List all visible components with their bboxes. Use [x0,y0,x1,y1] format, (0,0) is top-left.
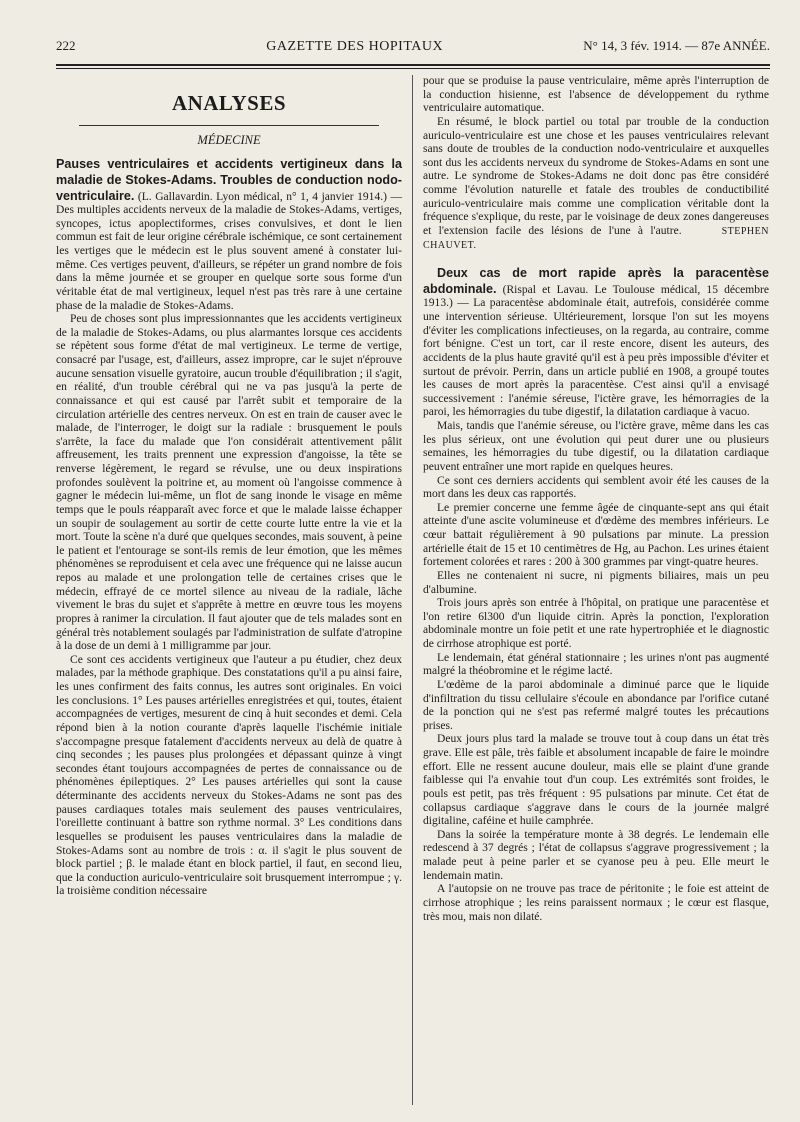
article2-paragraph-8: L'œdème de la paroi abdominale a diminué parce que le liquide d'infiltration du tissu cellulaire s'écoule en abondance par l'orifice cutané de la ponction qui ne s'est pas refermé malgré toutes les précautions prises. [423,678,769,732]
article1-continued: pour que se produise la pause ventriculaire, même après l'interruption de la conduction hisienne, est l'absence de développement du rythme ventriculaire automatique. [423,75,769,115]
article2-paragraph-5: Elles ne contenaient ni sucre, ni pigments biliaires, mais un peu d'albumine. [423,569,769,596]
article2-paragraph-10: Dans la soirée la température monte à 38 degrés. Le lendemain elle redescend à 37 degrés ; l'état de collapsus s'aggrave progressivement ; la malade peut à peine parler et se cyanose peu à peu. Elle meurt le lendemain matin. [423,828,769,882]
article1-summary [423,116,769,252]
running-header [56,38,770,60]
article2-paragraph-6: Trois jours après son entrée à l'hôpital, on pratique une paracentèse et l'on retire 6l300 d'un liquide citrin. Après la ponction, l'exploration abdominale montre un foie petit et une rate hypertrophiée et le diagnostic de cirrhose atrophique est porté. [423,597,769,650]
left-column [56,75,412,1105]
subsection-heading-medecine: MÉDECINE [197,132,261,147]
article2-text: (Rispal et Lavau. Le Toulouse médical, 15 décembre 1913.) — La paracentèse abdominale était, autrefois, considérée comme une intervention sérieuse. Ultérieurement, lorsque l'on sut les moyens d'éviter les complications infectieuses, on la regarda, au contraire, comme fort bénigne. C'est un tort, car il reste encore, disent les auteurs, des accidents de la plus haute gravité qu'il est à peu près impossible d'éviter et surtout de prévoir. Perrin, dans un article publié en 1908, a groupé toutes les causes de mort après la paracentèse. C'est ainsi qu'il a envisagé successivement : l'anémie séreuse, l'ictère grave, les hémorragies de la paroi, les hémorragies du tube digestif, la dilatation cardiaque à vacuo. [423,283,769,419]
header-rule [56,64,770,69]
journal-title: GAZETTE DES HOPITAUX [266,39,444,54]
article1-summary-text: En résumé, le block partiel ou total par trouble de la conduction auriculo-ventriculaire est une chose et les pauses ventriculaires relevant sans doute de troubles de la conduction nodo-ventriculaire et auxquelles sont dus les accidents nerveux du syndrome de Stokes-Adams en sont une autre. Le syndrome de Stokes-Adams ne doit donc pas être considéré comme l'évolution naturelle et fatale des troubles de conductibilité auriculo-ventriculaire mais comme une complication véritable dont la fréquence s'explique, du reste, par le voisinage de deux zones dangereuses et l'extension facile des lésions de l'une à l'autre. [423,115,769,237]
section-heading-analyses: ANALYSES [171,91,287,115]
article1-paragraph-2: Peu de choses sont plus impressionnantes que les accidents vertigineux de la maladie de Stokes-Adams, ou plus alarmantes lorsque ces accidents se répètent sous forme d'état de mal vertigineux. Le terme de vertige, consacré par l'usage, est, d'ailleurs, assez impropre, car le sujet n'éprouve aucune sensation visuelle gyratoire, aucun trouble d'équilibration ; il s'agit, en réalité, d'un trouble cérébral qui ne va pas jusqu'à la perte de connaissance et qui est causé par l'arrêt subit et temporaire de la circulation artérielle des centres nerveux. On est en train de causer avec le malade, de l'interroger, le doigt sur la radiale : brusquement le pouls s'arrête, la face du malade que l'on considérait attentivement pâlit affreusement, les traits prennent une expression d'angoisse, la tête se renverse légèrement, le regard se révulse, une ou deux inspirations profondes soulèvent la poitrine et, au moment où l'angoisse commence à gagner le médecin lui-même, un flot de sang inonde le visage en même temps que le pouls réapparaît avec force et que le malade laisse échapper un soupir de soulagement au sortir de cette courte lutte entre la vie et la mort. Toute la scène n'a duré que quelques secondes, mais souvent, à peine le patient et l'entourage se sont-ils remis de leur émotion, que les mêmes phénomènes se reproduisent et cela avec une fréquence qui ne laisse aucun repos au malade et une prolongation telle de certaines crises que le médecin, effrayé de ce mortel silence au niveau de la radiale, lâche vivement le bras du sujet et s'apprête à mettre en œuvre tous les moyens propres à ranimer la circulation. Il faut ajouter que de tels malades sont en général très notablement soulagés par l'administration de sulfate d'atropine à la dose de un demi à 1 milligramme par jour. [56,313,402,653]
divider [79,125,379,126]
article2-title: Deux cas de mort rapide après la paracentèse abdominale. [423,266,769,296]
article1-signature: STEPHEN CHAUVET. [423,225,769,251]
article1-text: (L. Gallavardin. Lyon médical, n° 1, 4 janvier 1914.) — Des multiples accidents nerveux de la maladie de Stokes-Adams, vertiges, syncopes, ictus apoplectiformes, crises convulsives, et dont le lien commun est fait de leur origine cérébrale ischémique, ce sont certainement les vertiges que le médecin est le plus souvent amené à constater lui-même. Ces vertiges peuvent, d'ailleurs, se répéter un grand nombre de fois dans la même journée et se grouper en quelque sorte sous forme d'un véritable état de mal vertigineux, lequel n'est pas très rare à une certaine phase de la maladie de Stokes-Adams. [56,190,402,312]
article1-title: Pauses ventriculaires et accidents vertigineux dans la maladie de Stokes-Adams. Troubles de conduction nodo-ventriculaire. [56,157,402,203]
page [56,38,770,1108]
article1-paragraph-3: Ce sont ces accidents vertigineux que l'auteur a pu étudier, chez deux malades, par la méthode graphique. Des constatations qu'il a pu ainsi faire, les unes confirment des faits connus, les autres sont originales. En voici les conclusions. 1° Les pauses artérielles enregistrées et qui, toutes, étaient accompagnées de vertiges, mesurent de cinq à huit secondes et demi. Cela répond bien à la notion courante d'après laquelle l'ischémie initiale s'accompagne presque fatalement d'accidents nerveux au delà de quatre à cinq secondes ; les pauses plus prolongées et dépassant quinze à vingt secondes étant toujours accompagnées de pertes de connaissance ou de phénomènes épileptiques. 2° Les pauses artérielles qui sont la cause déterminante des accidents nerveux du Stokes-Adams ne sont pas des pauses cardiaques totales mais seulement des pauses ventriculaires, l'oreillette continuant à battre son rythme normal. 3° Les conditions dans lesquelles se produisent les pauses ventriculaires dans la maladie de Stokes-Adams sont au nombre de trois : α. il s'agit le plus souvent de block partiel ; β. le malade étant en block partiel, il faut, en second lieu, que la conduction auriculo-ventriculaire soit brusquement interrompue ; γ. la troisième condition nécessaire [56,653,402,898]
article2-paragraph-4: Le premier concerne une femme âgée de cinquante-sept ans qui était atteinte d'une ascite volumineuse et d'œdème des membres inférieurs. Le cœur battait régulièrement à 90 pulsations par minute. La pression artérielle était de 15 et 10 centimètres de Hg, au Pachon. Les urines étaient fortement colorées et rares : 200 à 300 grammes par vingt-quatre heures. [423,501,769,569]
article2-paragraph-7: Le lendemain, état général stationnaire ; les urines n'ont pas augmenté malgré la théobromine et le régime lacté. [423,651,769,678]
article2-paragraph-3: Ce sont ces derniers accidents qui semblent avoir été les causes de la mort dans les deux cas rapportés. [423,474,769,501]
article2-paragraph-1 [423,266,769,420]
article2-paragraph-2: Mais, tandis que l'anémie séreuse, ou l'ictère grave, même dans les cas les plus sérieux, ont une évolution qui peut durer une ou plusieurs semaines, les hémorragies du tube digestif, ou la dilatation cardiaque peuvent entraîner une mort rapide en quelques heures. [423,420,769,473]
spacer [423,252,769,266]
issue-info: N° 14, 3 fév. 1914. — 87e ANNÉE. [583,38,770,53]
columns [56,75,770,1105]
page-number: 222 [56,38,76,53]
article2-paragraph-9: Deux jours plus tard la malade se trouve tout à coup dans un état très grave. Elle est pâle, très faible et absolument incapable de faire le moindre effort. Elle ne ressent aucune douleur, mais elle se plaint d'une grande faiblesse qui l'a envahie tout d'un coup. Les extrémités sont froides, le pouls est petit, pas très fréquent : 95 pulsations par minute. Cet état de collapsus cardiaque s'aggrave dans le cours de la journée malgré digitaline, caféine et huile camphrée. [423,733,769,828]
right-column [412,75,769,1105]
article1-paragraph-1 [56,157,402,313]
article2-paragraph-11: A l'autopsie on ne trouve pas trace de péritonite ; le foie est atteint de cirrhose atrophique ; les reins paraissent normaux ; le cœur est flasque, très mou, mais non dilaté. [423,883,769,923]
